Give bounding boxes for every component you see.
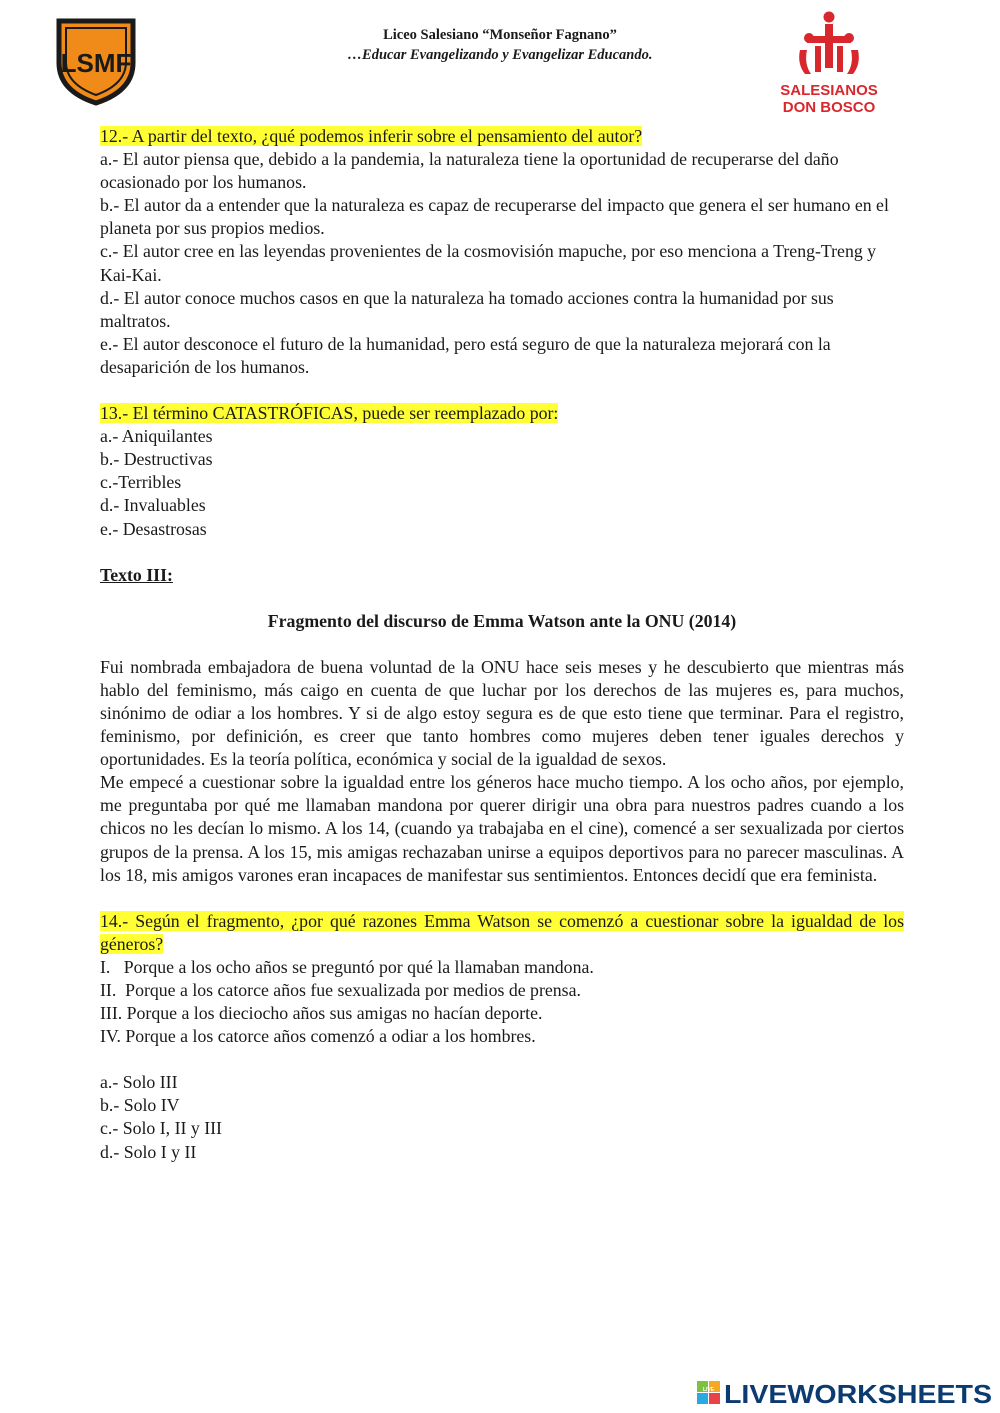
q14-statement-4: IV. Porque a los catorce años comenzó a odiar a los hombres. — [100, 1026, 536, 1047]
q12-question — [100, 125, 904, 148]
school-name: Liceo Salesiano “Monseñor Fagnano” — [383, 27, 617, 43]
q14-question-text: 14.- Según el fragmento, ¿por qué razones Emma Watson se comenzó a cuestionar sobre la igualdad de los géneros? — [100, 910, 904, 954]
q14-option-d: d.- Solo I y II — [100, 1141, 197, 1162]
logo-mark-text: LIVE — [702, 1387, 715, 1393]
q12-question-text: 12.- A partir del texto, ¿qué podemos inferir sobre el pensamiento del autor? — [100, 126, 643, 146]
q13-question-text: 13.- El término CATASTRÓFICAS, puede ser reemplazado por: — [100, 403, 559, 424]
q13-option-c: c.-Terribles — [100, 472, 182, 493]
q13-option-d: d.- Invaluables — [100, 495, 206, 516]
q12-option-b: b.- El autor da a entender que la naturaleza es capaz de recuperarse del impacto que genera el ser humano en el planeta por sus propios medios. — [100, 195, 889, 239]
fragment-title: Fragmento del discurso de Emma Watson ante la ONU (2014) — [267, 610, 737, 631]
q12-option-c: c.- El autor cree en las leyendas provenientes de la cosmovisión mapuche, por eso menciona a Treng-Treng y Kai-Kai. — [100, 241, 877, 285]
q12-option-e: e.- El autor desconoce el futuro de la humanidad, pero está seguro de que la naturaleza mejorará con la desaparición de los humanos. — [100, 333, 831, 377]
q14-statement-2: II. Porque a los catorce años fue sexualizada por medios de prensa. — [100, 980, 581, 1000]
logo-left-text: LSMF — [60, 48, 132, 78]
q14-statement-1: I. Porque a los ocho años se preguntó por qué la llamaban mandona. — [100, 956, 594, 977]
q14-option-a: a.- Solo III — [100, 1072, 178, 1093]
q13-question — [100, 402, 904, 425]
fragment-paragraph-2: Me empecé a cuestionar sobre la igualdad entre los géneros hace mucho tiempo. A los ocho años, por ejemplo, me preguntaba por qué me llamaban mandona por querer dirigir una obra para nuestros padres cuando a los chicos no les decían lo mismo. A los 14, (cuando ya trabajaba en el cine), comencé a ser sexualizada por ciertos grupos de la prensa. A los 15, mis amigas rechazaban unirse a equipos deportivos para no parecer masculinas. A los 18, mis amigos varones eran incapaces de manifestar sus sentimientos. Entonces decidí que era feminista. — [100, 772, 904, 885]
q14-statement-3: III. Porque a los dieciocho años sus amigas no hacían deporte. — [100, 1003, 543, 1024]
worksheet-content — [100, 125, 904, 1164]
q12-option-d: d.- El autor conoce muchos casos en que la naturaleza ha tomado acciones contra la humanidad por sus maltratos. — [100, 287, 834, 331]
q13-option-b: b.- Destructivas — [100, 449, 213, 470]
q14-option-c: c.- Solo I, II y III — [100, 1118, 222, 1139]
logo-brand-text: LIVEWORKSHEETS — [724, 1379, 992, 1408]
q14-option-b: b.- Solo IV — [100, 1095, 180, 1116]
q13-option-a: a.- Aniquilantes — [100, 426, 213, 447]
q14-question — [100, 910, 904, 956]
texto-iii-label: Texto III: — [100, 564, 173, 585]
liveworksheets-logo — [697, 1378, 997, 1408]
school-motto: …Educar Evangelizando y Evangelizar Educando. — [347, 47, 653, 63]
fragment-paragraph-1: Fui nombrada embajadora de buena voluntad de la ONU hace seis meses y he descubierto que mientras más hablo del feminismo, más caigo en cuenta de que luchar por los derechos de las mujeres es, para muchos, sinónimo de odiar a los hombres. Y si de algo estoy segura es de que esto tiene que terminar. Para el registro, feminismo, por definición, es creer que tanto hombres como mujeres deben tener iguales derechos y oportunidades. Es la teoría política, económica y social de la igualdad de sexos. — [100, 656, 904, 770]
salesianos-logo — [774, 8, 884, 116]
q12-option-a: a.- El autor piensa que, debido a la pandemia, la naturaleza tiene la oportunidad de recuperarse del daño ocasionado por los humanos. — [100, 149, 839, 193]
q13-option-e: e.- Desastrosas — [100, 518, 207, 539]
logo-right-line1: SALESIANOS — [780, 82, 878, 99]
logo-right-line2: DON BOSCO — [782, 99, 876, 116]
